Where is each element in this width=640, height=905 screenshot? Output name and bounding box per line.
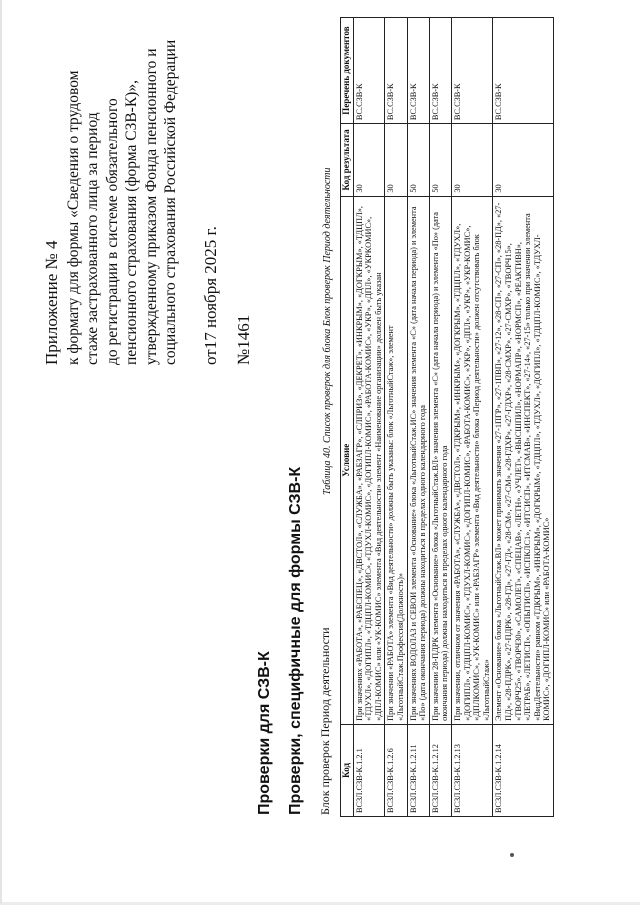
checks-table xyxy=(340,17,554,817)
cell-condition: Элемент «Основание» блока «ЛьготныйСтаж.ВЛ» может принимать значения «27-1ПГР», «27-1ПВП», «27-12», «28-СП», «27-СП», «28-ПД», «27-ПД», «28-ПДРК», «27-ПДРК», «28-ГД», «27-ГД», «28-СМ», «27-СМ», «28-ГДХР», «27-ГДХР», «28-СМХР», «27-СМХР», «ТВОРЧ15», «ТВОРЧ25», «ТВОРЧ30», «САМОЛЕТ», «СПЕЦАВ», «ЛЕТН», «УЧЛЕТ», «ВЫСШПИЛ», «НОРМАПР», «НОРМСП», «РЕАКТИВН», «ЛЕТРАБ», «ЛЕТИСП», «ОПЫТИСП», «ИСПКЛС1», «ИТСИСП», «ИТСМАВ», «ИНСПЕКТ», «27-14», «27-15» только при значении элемента «ВидДеятельности» равном «ТДКРЫМ», «ИНКРЫМ», «ДОГКРЫМ», «ТДЦПЛ», «ТДУХЛ», «ДОГИПЛ», «ТДЦПЛ-КОМИС», «ТДУХЛ-КОМИС», «ДОГИПЛ-КОМИС» или «РАБОТА-КОМИС» xyxy=(493,196,554,724)
table-row xyxy=(407,18,429,817)
cell-documents: ВС.СЗВ-К xyxy=(493,18,554,124)
table-row xyxy=(353,18,385,817)
table-row xyxy=(493,18,554,817)
scan-dot xyxy=(510,853,514,857)
cell-code: ВСЗЛ.СЗВ-К.1.2.14 xyxy=(493,724,554,816)
appendix-line: стаже застрахованного лица за период xyxy=(84,112,101,365)
appendix-date: от17 ноября 2025 г. xyxy=(200,226,220,365)
cell-condition: При значении «РАБОТА» элемента «Вид деятельности» должны быть указаны: блок «ЛьготныйСтаж», элемент «ЛьготныйСтаж.Профессия(Должность)» xyxy=(385,196,407,724)
cell-result-code: 30 xyxy=(493,124,554,197)
cell-documents: ВС.СЗВ-К xyxy=(353,18,385,124)
cell-condition: При значении 28-ПДРК элемента «Основание» блока «ЛьготныйСтаж.ВЛ» значения элемента «С» (дата начала периода) и элемента «По» (дата окончания периода) должны находиться в пределах одного календарного года xyxy=(429,196,451,724)
subsection-heading: Проверки, специфичные для формы СЗВ-К xyxy=(287,466,304,815)
appendix-line: к формату для формы «Сведения о трудовом xyxy=(64,70,82,365)
cell-condition: При значениях «РАБОТА», «РАБСПЕЦ», «ДВСТОЛ», «СЛУЖБА», «РАБЗАГР», «СЛПРИЗ», «ДЕКРЕТ», «ИНКРЫМ», «ДОГКРЫМ», «ТДЦПЛ», «ТДУХЛ», «ДОГИПЛ», «ТДЦПЛ-КОМИС», «ТДУХЛ-КОМИС», «ДОГИПЛ-КОМИС», «РАБОТА-КОМИС», «УКР», «ДПЛ», «УКРКОМИС», «ДПЛ-КОМИС» или «УК-КОМИС» элемента «Вид деятельности» элемент «Наименование организации» должен быть указан xyxy=(353,196,385,724)
cell-code: ВСЗЛ.СЗВ-К.1.2.13 xyxy=(451,724,492,816)
cell-condition: При значениях ВОДОЛАЗ и СЕВОИ элемента «Основание» блока «ЛьготныйСтаж.ИС» значения элемента «С» (дата начала периода) и элемента «По» (дата окончания периода) должны находиться в пределах одного календарного года xyxy=(407,196,429,724)
appendix-line: до регистрации в системе обязательного xyxy=(103,98,121,365)
appendix-order-number: №1461 xyxy=(234,314,253,365)
cell-documents: ВС.СЗВ-К xyxy=(451,18,492,124)
cell-result-code: 30 xyxy=(353,124,385,197)
table-row xyxy=(451,18,492,817)
appendix-block xyxy=(42,5,254,365)
appendix-number: Приложение № 4 xyxy=(42,240,61,365)
header-result-code: Код результата xyxy=(341,124,354,197)
cell-result-code: 30 xyxy=(451,124,492,197)
cell-documents: ВС.СЗВ-К xyxy=(407,18,429,124)
cell-condition: При значении, отличном от значения «РАБОТА», «СЛУЖБА», «ДВСТОЛ», «ТДКРЫМ», «ИНКРЫМ», «ДОГКРЫМ», «ТДЦПЛ», «ТДУХЛ», «ДОГИПЛ», «ТДЦПЛ-КОМИС», «ТДУХЛ-КОМИС», «ДОГИПЛ-КОМИС», «РАБОТА-КОМИС», «УКР», «ДПЛ», «УКР», «УКР-КОМИС», «ДПЛКОМИС», «УК-КОМИС» или «РАБЗАГР» элемента «Вид деятельности» блока «Период деятельности» должен отсутствовать блок «ЛьготныйСтаж» xyxy=(451,196,492,724)
table-caption: Таблица 40. Список проверок для блока Блок проверок Период деятельности xyxy=(322,167,333,495)
table-row xyxy=(385,18,407,817)
cell-documents: ВС.СЗВ-К xyxy=(385,18,407,124)
header-code: Код xyxy=(341,724,354,816)
cell-result-code: 30 xyxy=(385,124,407,197)
header-condition: Условие xyxy=(341,196,354,724)
block-title: Блок проверок Период деятельности xyxy=(318,627,332,815)
table-header-row xyxy=(341,18,354,817)
appendix-line: социального страхования Российской Федерации xyxy=(162,39,179,365)
cell-code: ВСЗЛ.СЗВ-К.1.2.12 xyxy=(429,724,451,816)
cell-code: ВСЗЛ.СЗВ-К.1.2.1 xyxy=(353,724,385,816)
appendix-line: утвержденному приказом Фонда пенсионного и xyxy=(142,48,160,365)
section-heading: Проверки для СЗВ-К xyxy=(256,651,273,815)
cell-code: ВСЗЛ.СЗВ-К.1.2.6 xyxy=(385,724,407,816)
cell-documents: ВС.СЗВ-К xyxy=(429,18,451,124)
cell-result-code: 50 xyxy=(429,124,451,197)
cell-code: ВСЗЛ.СЗВ-К.1.2.11 xyxy=(407,724,429,816)
cell-result-code: 50 xyxy=(407,124,429,197)
table-row xyxy=(429,18,451,817)
appendix-line: пенсионного страхования (форма СЗВ-К)», xyxy=(123,80,140,365)
header-documents: Перечень документов xyxy=(341,18,354,124)
